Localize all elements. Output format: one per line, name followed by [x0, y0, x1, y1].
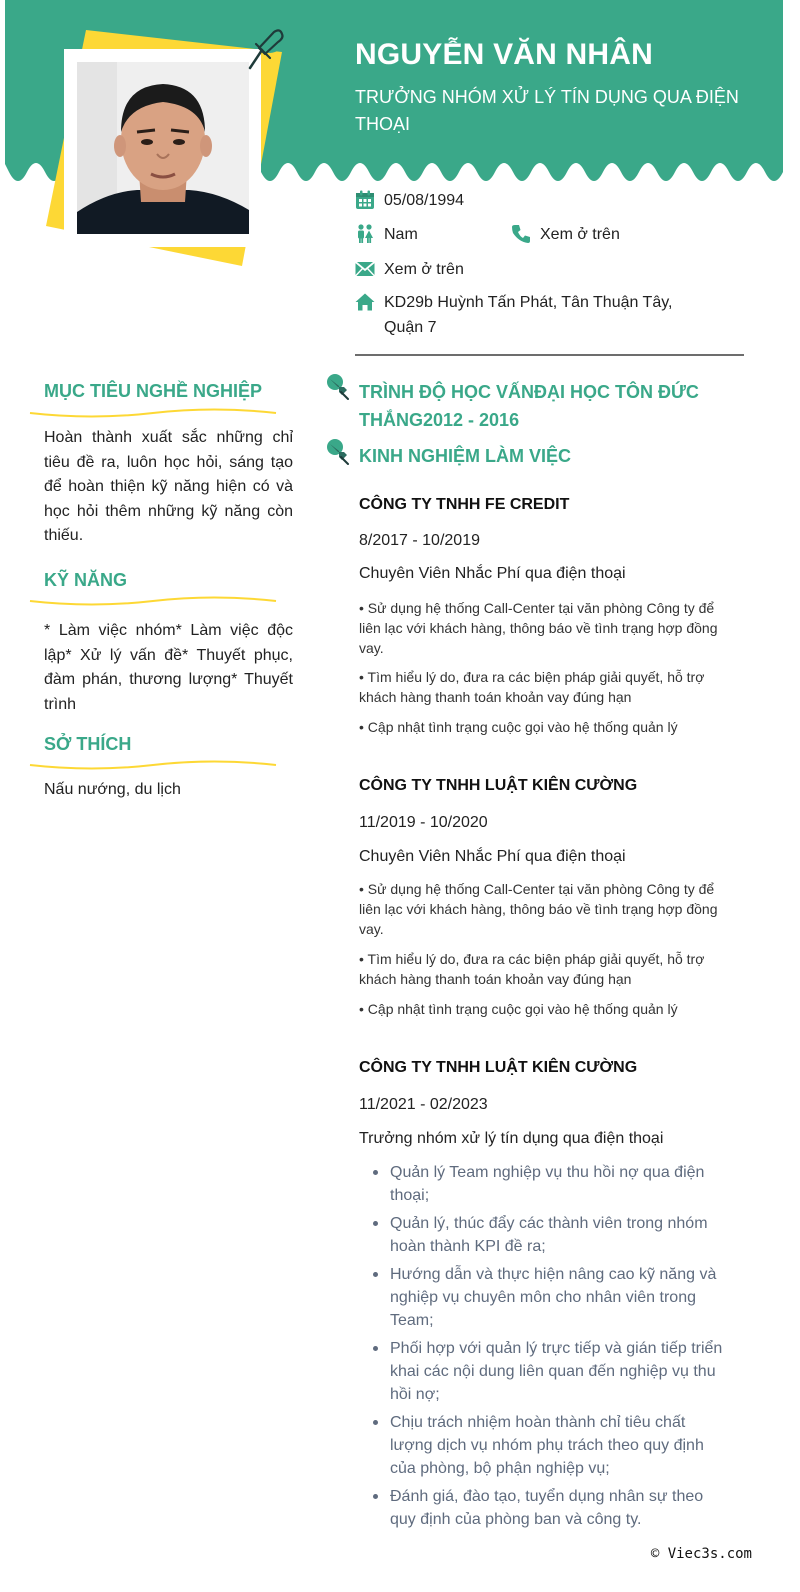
pushpin-icon	[324, 372, 350, 400]
home-icon	[355, 292, 375, 312]
calendar-icon	[355, 190, 375, 210]
objective-title: MỤC TIÊU NGHỀ NGHIỆP	[44, 381, 263, 401]
job-duty: • Sử dụng hệ thống Call-Center tại văn phòng Công ty để liên lạc với khách hàng, thông báo về tình trạng hợp đồng vay.	[359, 600, 718, 656]
job-duty-list	[370, 1161, 730, 1536]
email-row	[355, 257, 464, 282]
header-divider	[355, 354, 744, 356]
address-row	[355, 290, 695, 340]
job-role: Chuyên Viên Nhắc Phí qua điện thoại	[359, 565, 626, 582]
list-item: Quản lý, thúc đẩy các thành viên trong nhóm hoàn thành KPI đề ra;	[370, 1212, 730, 1258]
profile-title: TRƯỞNG NHÓM XỬ LÝ TÍN DỤNG QUA ĐIỆN THOẠI	[355, 87, 739, 134]
list-item: Phối hợp với quản lý trực tiếp và gián tiếp triển khai các nội dung liên quan đến nghiệp vụ thu hồi nợ;	[370, 1337, 730, 1406]
gender-row	[355, 222, 418, 247]
education-title: TRÌNH ĐỘ HỌC VẤNĐẠI HỌC TÔN ĐỨC THẮNG2012 - 2016	[359, 382, 699, 430]
hobbies-title: SỞ THÍCH	[44, 734, 132, 754]
experience-title: KINH NGHIỆM LÀM VIỆC	[359, 446, 572, 466]
hobbies-underline	[28, 760, 278, 770]
list-item: Quản lý Team nghiệp vụ thu hồi nợ qua điện thoại;	[370, 1161, 730, 1207]
phone-row	[511, 222, 620, 247]
list-item: Đánh giá, đào tạo, tuyển dụng nhân sự theo quy định của phòng ban và công ty.	[370, 1485, 730, 1531]
pin-icon	[244, 22, 288, 72]
envelope-icon	[355, 259, 375, 279]
job-period: 11/2021 - 02/2023	[359, 1096, 488, 1113]
address-value: KD29b Huỳnh Tấn Phát, Tân Thuận Tây, Quận 7	[384, 294, 673, 336]
job-duty: • Cập nhật tình trạng cuộc gọi vào hệ thống quản lý	[359, 719, 678, 735]
pushpin-icon	[324, 437, 350, 465]
job-role: Chuyên Viên Nhắc Phí qua điện thoại	[359, 848, 626, 865]
hobbies-text: Nấu nướng, du lịch	[44, 781, 181, 798]
objective-underline	[28, 408, 278, 418]
gender-value: Nam	[384, 226, 418, 243]
job-duty: • Tìm hiểu lý do, đưa ra các biện pháp giải quyết, hỗ trợ khách hàng thanh toán khoản vay đúng hạn	[359, 669, 705, 705]
avatar	[77, 62, 249, 234]
gender-icon	[355, 224, 375, 244]
objective-text: Hoàn thành xuất sắc những chỉ tiêu đề ra, luôn học hỏi, sáng tạo để hoàn thiện kỹ năng hiện có và học hỏi thêm những kỹ năng còn thiếu.	[44, 429, 293, 544]
list-item: Chịu trách nhiệm hoàn thành chỉ tiêu chất lượng dịch vụ nhóm phụ trách theo quy định của phòng, bộ phận nghiệp vụ;	[370, 1411, 730, 1480]
phone-icon	[511, 224, 531, 244]
job-company: CÔNG TY TNHH LUẬT KIÊN CƯỜNG	[359, 777, 638, 794]
job-period: 8/2017 - 10/2019	[359, 532, 480, 549]
job-duty: • Sử dụng hệ thống Call-Center tại văn phòng Công ty để liên lạc với khách hàng, thông báo về tình trạng hợp đồng vay.	[359, 881, 718, 937]
phone-value: Xem ở trên	[540, 226, 620, 243]
skills-text: * Làm việc nhóm* Làm việc độc lập* Xử lý vấn đề* Thuyết phục, đàm phán, thương lượng* Thuyết trình	[44, 622, 293, 713]
job-duty: • Tìm hiểu lý do, đưa ra các biện pháp giải quyết, hỗ trợ khách hàng thanh toán khoản vay đúng hạn	[359, 951, 705, 987]
footer-watermark: © Viec3s.com	[650, 1546, 752, 1562]
job-role: Trưởng nhóm xử lý tín dụng qua điện thoại	[359, 1130, 664, 1147]
job-duty: • Cập nhật tình trạng cuộc gọi vào hệ thống quản lý	[359, 1001, 678, 1017]
email-value: Xem ở trên	[384, 261, 464, 278]
job-period: 11/2019 - 10/2020	[359, 814, 488, 831]
birthday-value: 05/08/1994	[384, 192, 465, 209]
skills-title: KỸ NĂNG	[44, 570, 128, 590]
list-item: Hướng dẫn và thực hiện nâng cao kỹ năng và nghiệp vụ chuyên môn cho nhân viên trong Team;	[370, 1263, 730, 1332]
job-company: CÔNG TY TNHH LUẬT KIÊN CƯỜNG	[359, 1059, 638, 1076]
job-company: CÔNG TY TNHH FE CREDIT	[359, 496, 570, 513]
birthday-row	[355, 188, 464, 213]
skills-underline	[28, 596, 278, 606]
profile-name: NGUYỄN VĂN NHÂN	[355, 38, 654, 71]
